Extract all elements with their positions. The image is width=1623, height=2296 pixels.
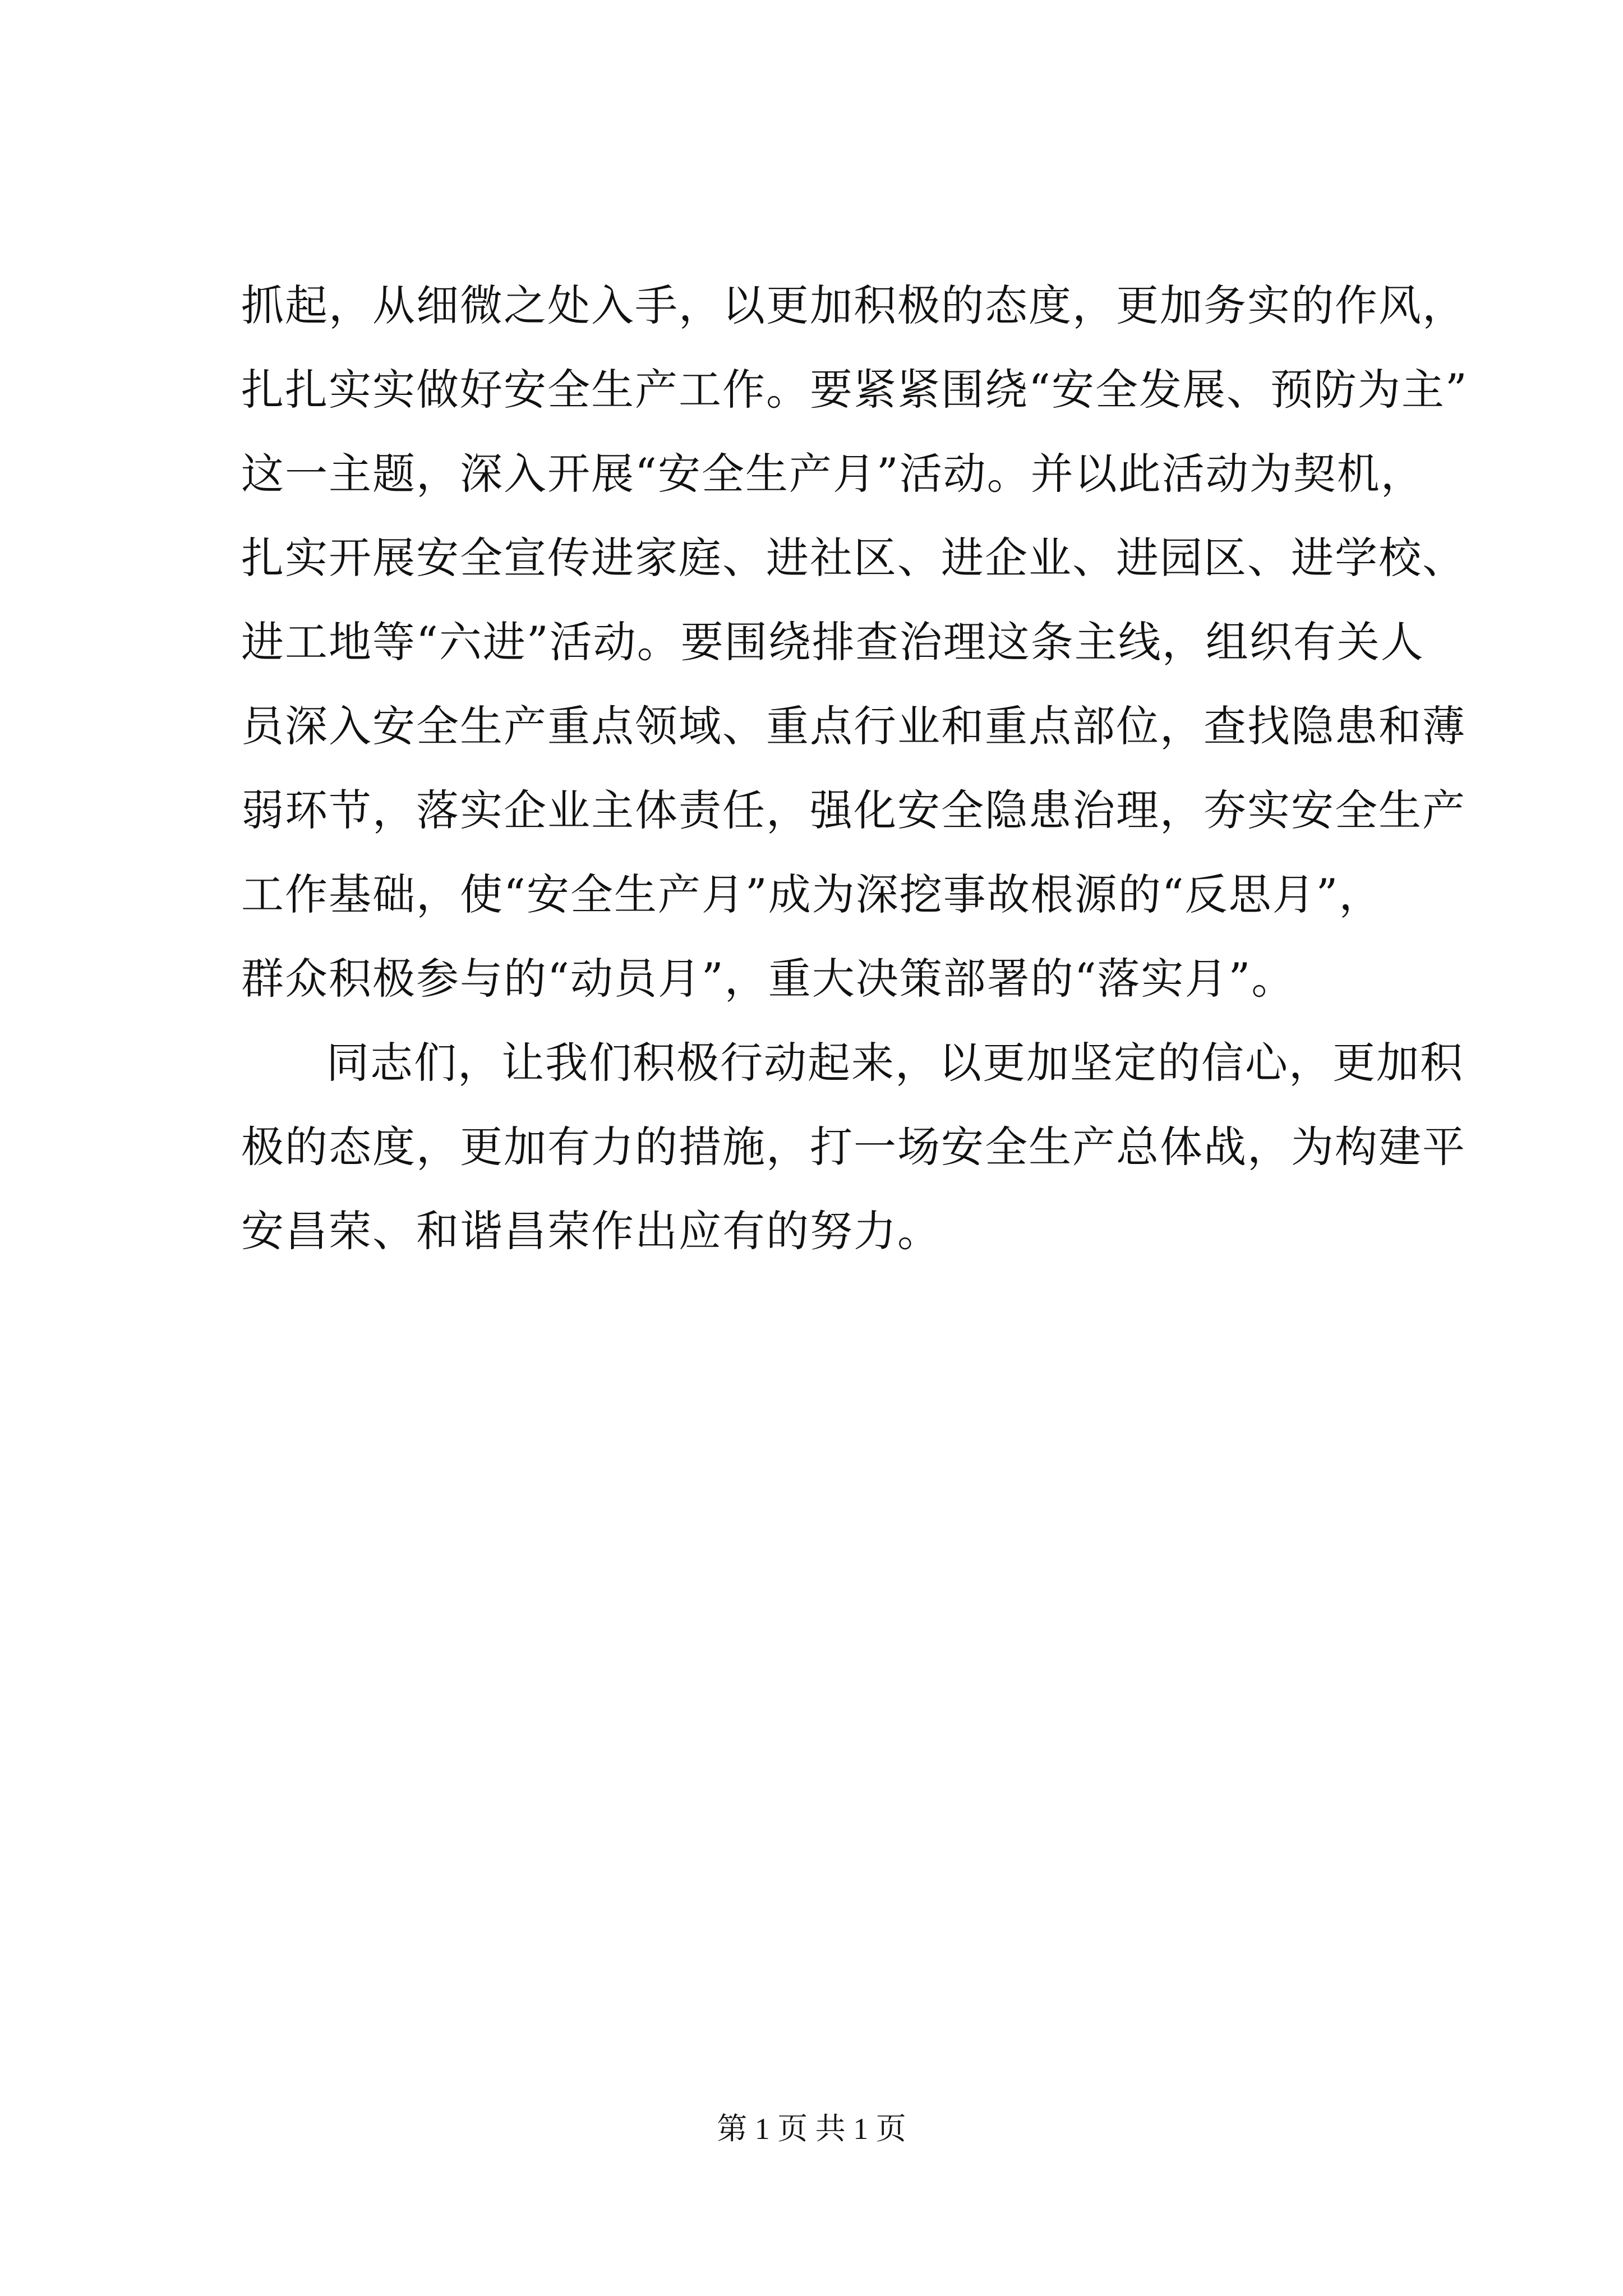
text-line: 安昌荣、和谐昌荣作出应有的努力。	[241, 1206, 941, 1256]
paragraph	[241, 1021, 1466, 1273]
text-line: 弱环节，落实企业主体责任，强化安全隐患治理，夯实安全生产	[241, 785, 1466, 835]
text-line: 群众积极参与的“动员月”，重大决策部署的“落实月”。	[241, 954, 1295, 1004]
text-line: 抓起，从细微之处入手，以更加积极的态度，更加务实的作风，	[241, 280, 1466, 330]
text-line: 扎扎实实做好安全生产工作。要紧紧围绕“安全发展、预防为主”	[241, 365, 1468, 415]
paragraph	[241, 264, 1468, 1021]
text-line: 极的态度，更加有力的措施，打一场安全生产总体战，为构建平	[241, 1122, 1466, 1172]
document-body	[241, 264, 1468, 1273]
text-line: 工作基础，使“安全生产月”成为深挖事故根源的“反思月”，	[241, 869, 1383, 919]
text-line: 同志们，让我们积极行动起来，以更加坚定的信心，更加积	[326, 1038, 1464, 1088]
text-line: 扎实开展安全宣传进家庭、进社区、进企业、进园区、进学校、	[241, 533, 1466, 583]
text-line: 这一主题，深入开展“安全生产月”活动。并以此活动为契机，	[241, 449, 1424, 499]
page-footer: 第 1 页 共 1 页	[717, 2112, 906, 2146]
text-line: 员深入安全生产重点领域、重点行业和重点部位，查找隐患和薄	[241, 701, 1466, 751]
text-line: 进工地等“六进”活动。要围绕排查治理这条主线，组织有关人	[241, 617, 1424, 667]
